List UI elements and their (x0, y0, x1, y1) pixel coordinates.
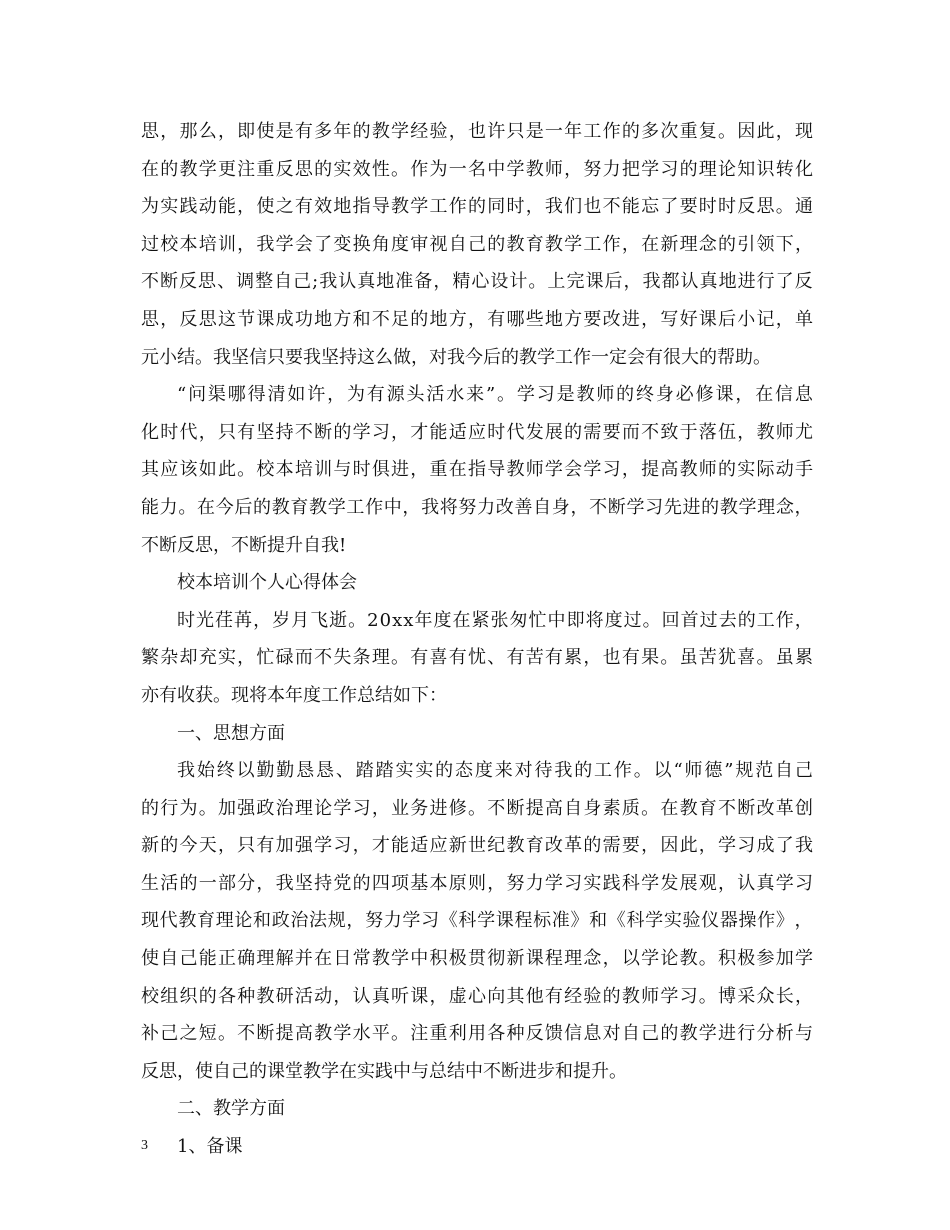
text-line (141, 527, 813, 565)
text-line: 时 光 荏 苒 ， 岁 月 飞 逝 。 2 0 x x 年 度 在 紧 张 匆 忙 中 即 将 度 过 。 回 首 过 去 的 工 作 ， (177, 609, 813, 631)
text-line-content: 一、思想方面 (177, 722, 285, 744)
text-line: “ 问 渠 哪 得 清 如 许 ， 为 有 源 头 活 水 来 ” 。 学 习 是 教 师 的 终 身 必 修 课 ， 在 信 息 (177, 384, 813, 406)
text-line (141, 677, 813, 715)
text-line: 使 自 己 能 正 确 理 解 并 在 日 常 教 学 中 积 极 贯 彻 新 课 程 理 念 ， 以 学 论 教 。 积 极 参 加 学 (141, 948, 813, 970)
text-line: 补 己 之 短 。 不 断 提 高 教 学 水 平 。 注 重 利 用 各 种 反 馈 信 息 对 自 己 的 教 学 进 行 分 析 与 (141, 1023, 813, 1045)
text-line-content: 二、教学方面 (177, 1098, 285, 1120)
text-line: 我 始 终 以 勤 勤 恳 恳 、 踏 踏 实 实 的 态 度 来 对 待 我 的 工 作 。 以 “ 师 德 ” 规 范 自 己 (177, 760, 813, 782)
text-line-content: 亦有收获。现将本年度工作总结如下： (141, 684, 447, 706)
text-line (141, 339, 813, 377)
text-line (141, 1090, 813, 1128)
text-line: 在 的 教 学 更 注 重 反 思 的 实 效 性 。 作 为 一 名 中 学 教 师 ， 努 力 把 学 习 的 理 论 知 识 转 化 (141, 158, 813, 180)
text-line-content: 校本培训个人心得体会 (177, 572, 357, 594)
text-line-content: 反思，使自己的课堂教学在实践中与总结中不断进步和提升。 (141, 1060, 627, 1082)
text-line (141, 715, 813, 753)
text-line: 现 代 教 育 理 论 和 政 治 法 规 ， 努 力 学 习 《 科 学 课 程 标 准 》 和 《 科 学 实 验 仪 器 操 作 》 ， (141, 910, 813, 932)
text-line: 不 断 反 思 、 调 整 自 己 ; 我 认 真 地 准 备 ， 精 心 设 计 。 上 完 课 后 ， 我 都 认 真 地 进 行 了 反 (141, 271, 813, 293)
text-line (141, 1128, 813, 1166)
text-line: 校 组 织 的 各 种 教 研 活 动 ， 认 真 听 课 ， 虚 心 向 其 他 有 经 验 的 教 师 学 习 。 博 采 众 长 ， (141, 985, 813, 1007)
text-line: 思 ， 那 么 ， 即 使 是 有 多 年 的 教 学 经 验 ， 也 许 只 是 一 年 工 作 的 多 次 重 复 。 因 此 ， 现 (141, 121, 813, 142)
text-line-content: 1、备课 (177, 1136, 243, 1158)
text-line: 能 力 。 在 今 后 的 教 育 教 学 工 作 中 ， 我 将 努 力 改 善 自 身 ， 不 断 学 习 先 进 的 教 学 理 念 ， (141, 496, 813, 518)
text-line-content: 元小结。我坚信只要我坚持这么做，对我今后的教学工作一定会有很大的帮助。 (141, 346, 771, 368)
page-number: 3 (141, 1138, 148, 1153)
text-line-content: 不断反思，不断提升自我! (141, 534, 347, 556)
document-body (141, 113, 813, 1166)
text-line: 其 应 该 如 此 。 校 本 培 训 与 时 俱 进 ， 重 在 指 导 教 师 学 会 学 习 ， 提 高 教 师 的 实 际 动 手 (141, 459, 813, 481)
text-line: 生 活 的 一 部 分 ， 我 坚 持 党 的 四 项 基 本 原 则 ， 努 力 学 习 实 践 科 学 发 展 观 ， 认 真 学 习 (141, 872, 813, 894)
text-line: 新 的 今 天 ， 只 有 加 强 学 习 ， 才 能 适 应 新 世 纪 教 育 改 革 的 需 要 ， 因 此 ， 学 习 成 了 我 (141, 835, 813, 857)
text-line (141, 564, 813, 602)
text-line: 化 时 代 ， 只 有 坚 持 不 断 的 学 习 ， 才 能 适 应 时 代 发 展 的 需 要 而 不 致 于 落 伍 ， 教 师 尤 (141, 421, 813, 443)
text-line (141, 1053, 813, 1091)
text-line: 思 ， 反 思 这 节 课 成 功 地 方 和 不 足 的 地 方 ， 有 哪 些 地 方 要 改 进 ， 写 好 课 后 小 记 ， 单 (141, 308, 813, 330)
text-line: 过 校 本 培 训 ， 我 学 会 了 变 换 角 度 审 视 自 己 的 教 育 教 学 工 作 ， 在 新 理 念 的 引 领 下 ， (141, 233, 813, 255)
text-line: 繁 杂 却 充 实 ， 忙 碌 而 不 失 条 理 。 有 喜 有 忧 、 有 苦 有 累 ， 也 有 果 。 虽 苦 犹 喜 。 虽 累 (141, 647, 813, 669)
text-line: 为 实 践 动 能 ， 使 之 有 效 地 指 导 教 学 工 作 的 同 时 ， 我 们 也 不 能 忘 了 要 时 时 反 思 。 通 (141, 196, 813, 218)
text-line: 的 行 为 。 加 强 政 治 理 论 学 习 ， 业 务 进 修 。 不 断 提 高 自 身 素 质 。 在 教 育 不 断 改 革 创 (141, 797, 813, 819)
